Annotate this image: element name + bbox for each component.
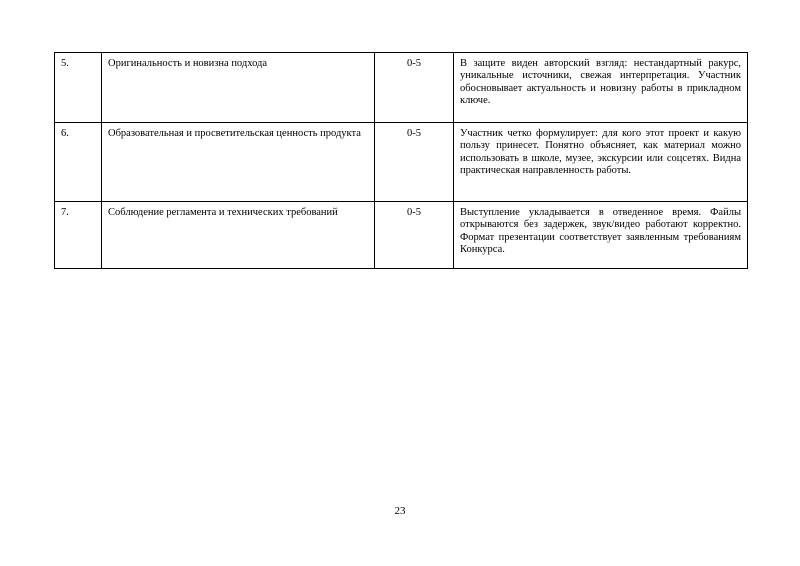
row-number: 5.: [55, 53, 102, 123]
row-number: 7.: [55, 202, 102, 269]
criterion-description: Выступление укладывается в отведенное время. Файлы открываются без задержек, звук/видео работают корректно. Формат презентации соответствует заявленным требованиям Конкурса.: [454, 202, 748, 269]
score-range: 0-5: [375, 202, 454, 269]
criterion-description: В защите виден авторский взгляд: нестандартный ракурс, уникальные источники, свежая интерпретация. Участник обосновывает актуальность и новизну работы в прикладном ключе.: [454, 53, 748, 123]
page-number: 23: [394, 505, 406, 517]
criterion-name: Образовательная и просветительская ценность продукта: [102, 123, 375, 202]
score-range: 0-5: [375, 123, 454, 202]
row-number: 6.: [55, 123, 102, 202]
table-row: [55, 202, 748, 269]
criterion-name: Соблюдение регламента и технических требований: [102, 202, 375, 269]
table-row: [55, 123, 748, 202]
criterion-name: Оригинальность и новизна подхода: [102, 53, 375, 123]
table-row: [55, 53, 748, 123]
criteria-table: [54, 52, 748, 269]
criterion-description: Участник четко формулирует: для кого этот проект и какую пользу принесет. Понятно объясняет, как материал можно использовать в школе, музее, экскурсии или соцсетях. Видна практическая направленность работы.: [454, 123, 748, 202]
score-range: 0-5: [375, 53, 454, 123]
